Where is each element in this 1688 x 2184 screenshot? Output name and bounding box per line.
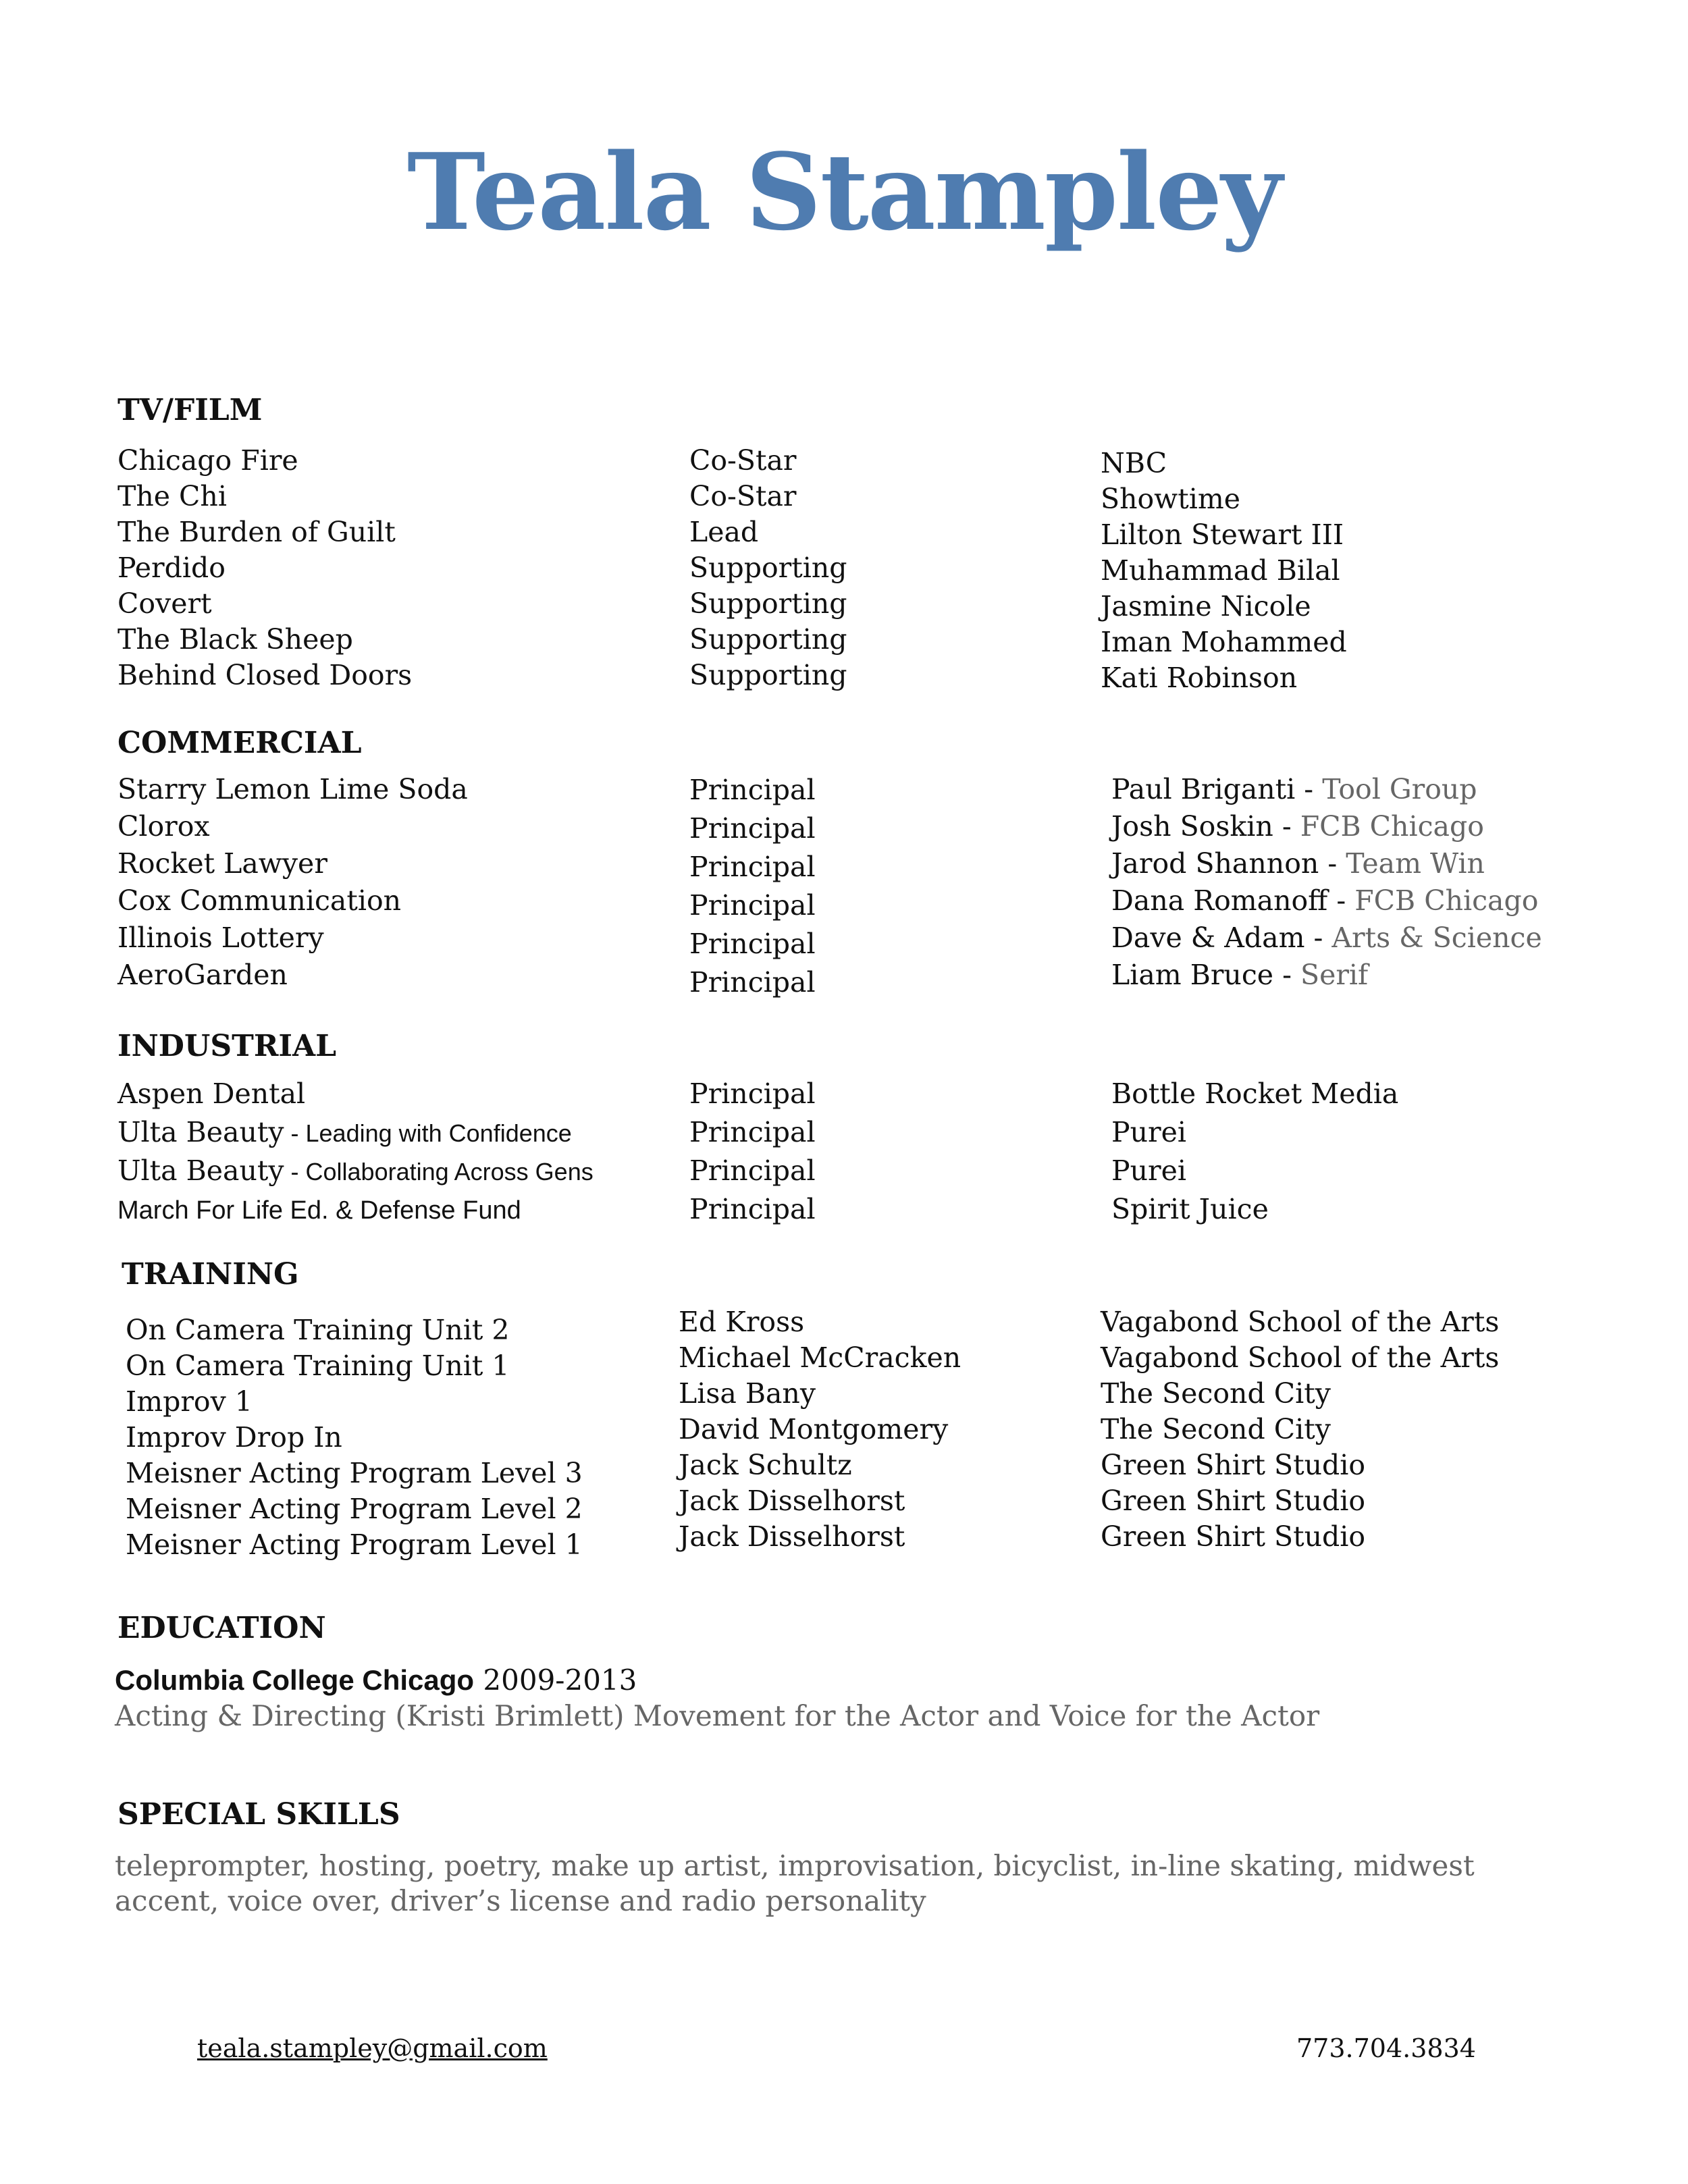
list-item: Cox Communication xyxy=(117,884,402,917)
project-subtitle: - Leading with Confidence xyxy=(284,1119,572,1147)
list-item: Purei xyxy=(1111,1154,1186,1187)
list-item xyxy=(117,1152,594,1190)
production-company: Serif xyxy=(1300,959,1369,991)
section-heading-industrial: INDUSTRIAL xyxy=(117,1029,337,1063)
list-item xyxy=(1111,957,1542,994)
list-item: Green Shirt Studio xyxy=(1101,1520,1366,1553)
list-item: Improv Drop In xyxy=(126,1421,342,1454)
director-name: Paul Briganti xyxy=(1111,773,1296,805)
email-link[interactable]: teala.stampley@gmail.com xyxy=(197,2033,548,2063)
list-item: Jasmine Nicole xyxy=(1101,590,1311,622)
list-item: The Burden of Guilt xyxy=(117,516,396,548)
production-company: FCB Chicago xyxy=(1354,884,1539,917)
production-company: FCB Chicago xyxy=(1300,810,1484,843)
separator: - xyxy=(1319,847,1346,880)
list-item: Lilton Stewart III xyxy=(1101,518,1344,551)
separator: - xyxy=(1273,959,1300,991)
list-item: Starry Lemon Lime Soda xyxy=(117,773,468,805)
list-item: Illinois Lottery xyxy=(117,922,324,954)
separator: - xyxy=(1295,773,1323,805)
education-school-line xyxy=(115,1662,637,1699)
list-item: On Camera Training Unit 2 xyxy=(126,1314,510,1346)
list-item: Principal xyxy=(689,1154,816,1187)
list-item: Supporting xyxy=(689,623,847,656)
list-item xyxy=(1111,771,1542,808)
list-item: Principal xyxy=(689,1193,816,1225)
list-item xyxy=(117,1075,594,1113)
training-courses xyxy=(126,1312,583,1563)
skills-text: teleprompter, hosting, poetry, make up artist, improvisation, bicyclist, in-line skating, midwest accent, voice over, driver’s license and radio personality xyxy=(115,1849,1475,1917)
list-item: Principal xyxy=(689,1116,816,1148)
list-item: Spirit Juice xyxy=(1111,1193,1269,1225)
production-company: Team Win xyxy=(1346,847,1485,880)
client-name: Ulta Beauty xyxy=(117,1116,284,1148)
list-item: Principal xyxy=(689,812,816,845)
section-heading-training: TRAINING xyxy=(122,1257,299,1291)
list-item: The Second City xyxy=(1101,1377,1331,1410)
list-item: Muhammad Bilal xyxy=(1101,554,1340,587)
list-item xyxy=(1111,808,1542,845)
list-item: Vagabond School of the Arts xyxy=(1101,1306,1500,1338)
director-name: Josh Soskin xyxy=(1111,810,1273,843)
list-item: Meisner Acting Program Level 3 xyxy=(126,1457,583,1489)
list-item: Improv 1 xyxy=(126,1385,253,1418)
section-heading-skills: SPECIAL SKILLS xyxy=(117,1797,400,1832)
list-item: Perdido xyxy=(117,552,226,584)
list-item: Chicago Fire xyxy=(117,444,298,477)
section-heading-commercial: COMMERCIAL xyxy=(117,726,362,760)
list-item: Principal xyxy=(689,774,816,806)
school-years: 2009-2013 xyxy=(474,1663,637,1697)
list-item: Principal xyxy=(689,851,816,883)
list-item: The Second City xyxy=(1101,1413,1331,1445)
commercial-titles xyxy=(117,771,468,994)
client-name: Aspen Dental xyxy=(117,1077,306,1110)
list-item: Co-Star xyxy=(689,444,797,477)
list-item: Kati Robinson xyxy=(1101,662,1298,694)
list-item: Iman Mohammed xyxy=(1101,626,1347,658)
education-details: Acting & Directing (Kristi Brimlett) Movement for the Actor and Voice for the Actor xyxy=(115,1699,1320,1732)
training-teachers xyxy=(679,1304,961,1555)
client-name: Ulta Beauty xyxy=(117,1154,284,1187)
project-subtitle: - Collaborating Across Gens xyxy=(284,1158,594,1186)
phone-number: 773.704.3834 xyxy=(1296,2033,1476,2063)
list-item: Jack Schultz xyxy=(679,1449,852,1481)
resume-name: Teala Stampley xyxy=(406,130,1282,254)
list-item: NBC xyxy=(1101,447,1167,479)
list-item: Bottle Rocket Media xyxy=(1111,1077,1399,1110)
list-item: Supporting xyxy=(689,659,847,691)
director-name: Dana Romanoff xyxy=(1111,884,1328,917)
list-item: Jack Disselhorst xyxy=(679,1485,905,1517)
list-item xyxy=(1111,882,1542,920)
list-item: Supporting xyxy=(689,552,847,584)
separator: - xyxy=(1304,922,1332,954)
list-item: The Black Sheep xyxy=(117,623,353,656)
production-company: Arts & Science xyxy=(1331,922,1542,954)
production-company: Tool Group xyxy=(1322,773,1477,805)
list-item: Principal xyxy=(689,889,816,922)
list-item: Lead xyxy=(689,516,759,548)
list-item: Green Shirt Studio xyxy=(1101,1449,1366,1481)
list-item: On Camera Training Unit 1 xyxy=(126,1350,510,1382)
industrial-companies xyxy=(1111,1075,1398,1229)
list-item: Michael McCracken xyxy=(679,1341,961,1374)
director-name: Liam Bruce xyxy=(1111,959,1274,991)
list-item: Lisa Bany xyxy=(679,1377,816,1410)
list-item: Covert xyxy=(117,587,212,620)
list-item: Principal xyxy=(689,966,816,998)
commercial-roles xyxy=(689,771,816,1002)
project-subtitle: March For Life Ed. & Defense Fund xyxy=(117,1196,521,1225)
list-item: Meisner Acting Program Level 2 xyxy=(126,1493,583,1525)
list-item: Principal xyxy=(689,928,816,960)
industrial-titles xyxy=(117,1075,594,1229)
list-item: Jack Disselhorst xyxy=(679,1520,905,1553)
list-item: Ed Kross xyxy=(679,1306,805,1338)
list-item xyxy=(1111,845,1542,882)
list-item: David Montgomery xyxy=(679,1413,949,1445)
commercial-directors xyxy=(1111,771,1542,994)
tvfilm-titles xyxy=(117,443,412,693)
list-item: Vagabond School of the Arts xyxy=(1101,1341,1500,1374)
list-item: Co-Star xyxy=(689,480,797,512)
list-item xyxy=(1111,920,1542,957)
list-item: Behind Closed Doors xyxy=(117,659,413,691)
section-heading-tvfilm: TV/FILM xyxy=(117,393,263,427)
list-item: Meisner Acting Program Level 1 xyxy=(126,1528,583,1561)
list-item: AeroGarden xyxy=(117,959,288,991)
list-item: Supporting xyxy=(689,587,847,620)
list-item: Principal xyxy=(689,1077,816,1110)
list-item: Purei xyxy=(1111,1116,1186,1148)
tvfilm-credits xyxy=(1101,446,1347,696)
separator: - xyxy=(1327,884,1355,917)
list-item: The Chi xyxy=(117,480,227,512)
tvfilm-roles xyxy=(689,443,847,693)
separator: - xyxy=(1273,810,1300,843)
section-heading-education: EDUCATION xyxy=(117,1611,326,1645)
training-schools xyxy=(1101,1304,1499,1555)
list-item: Showtime xyxy=(1101,483,1241,515)
list-item: Clorox xyxy=(117,810,210,843)
director-name: Dave & Adam xyxy=(1111,922,1305,954)
director-name: Jarod Shannon xyxy=(1111,847,1319,880)
list-item: Green Shirt Studio xyxy=(1101,1485,1366,1517)
school-name: Columbia College Chicago xyxy=(115,1664,475,1696)
list-item xyxy=(117,1190,594,1229)
list-item: Rocket Lawyer xyxy=(117,847,327,880)
list-item xyxy=(117,1113,594,1152)
industrial-roles xyxy=(689,1075,816,1229)
